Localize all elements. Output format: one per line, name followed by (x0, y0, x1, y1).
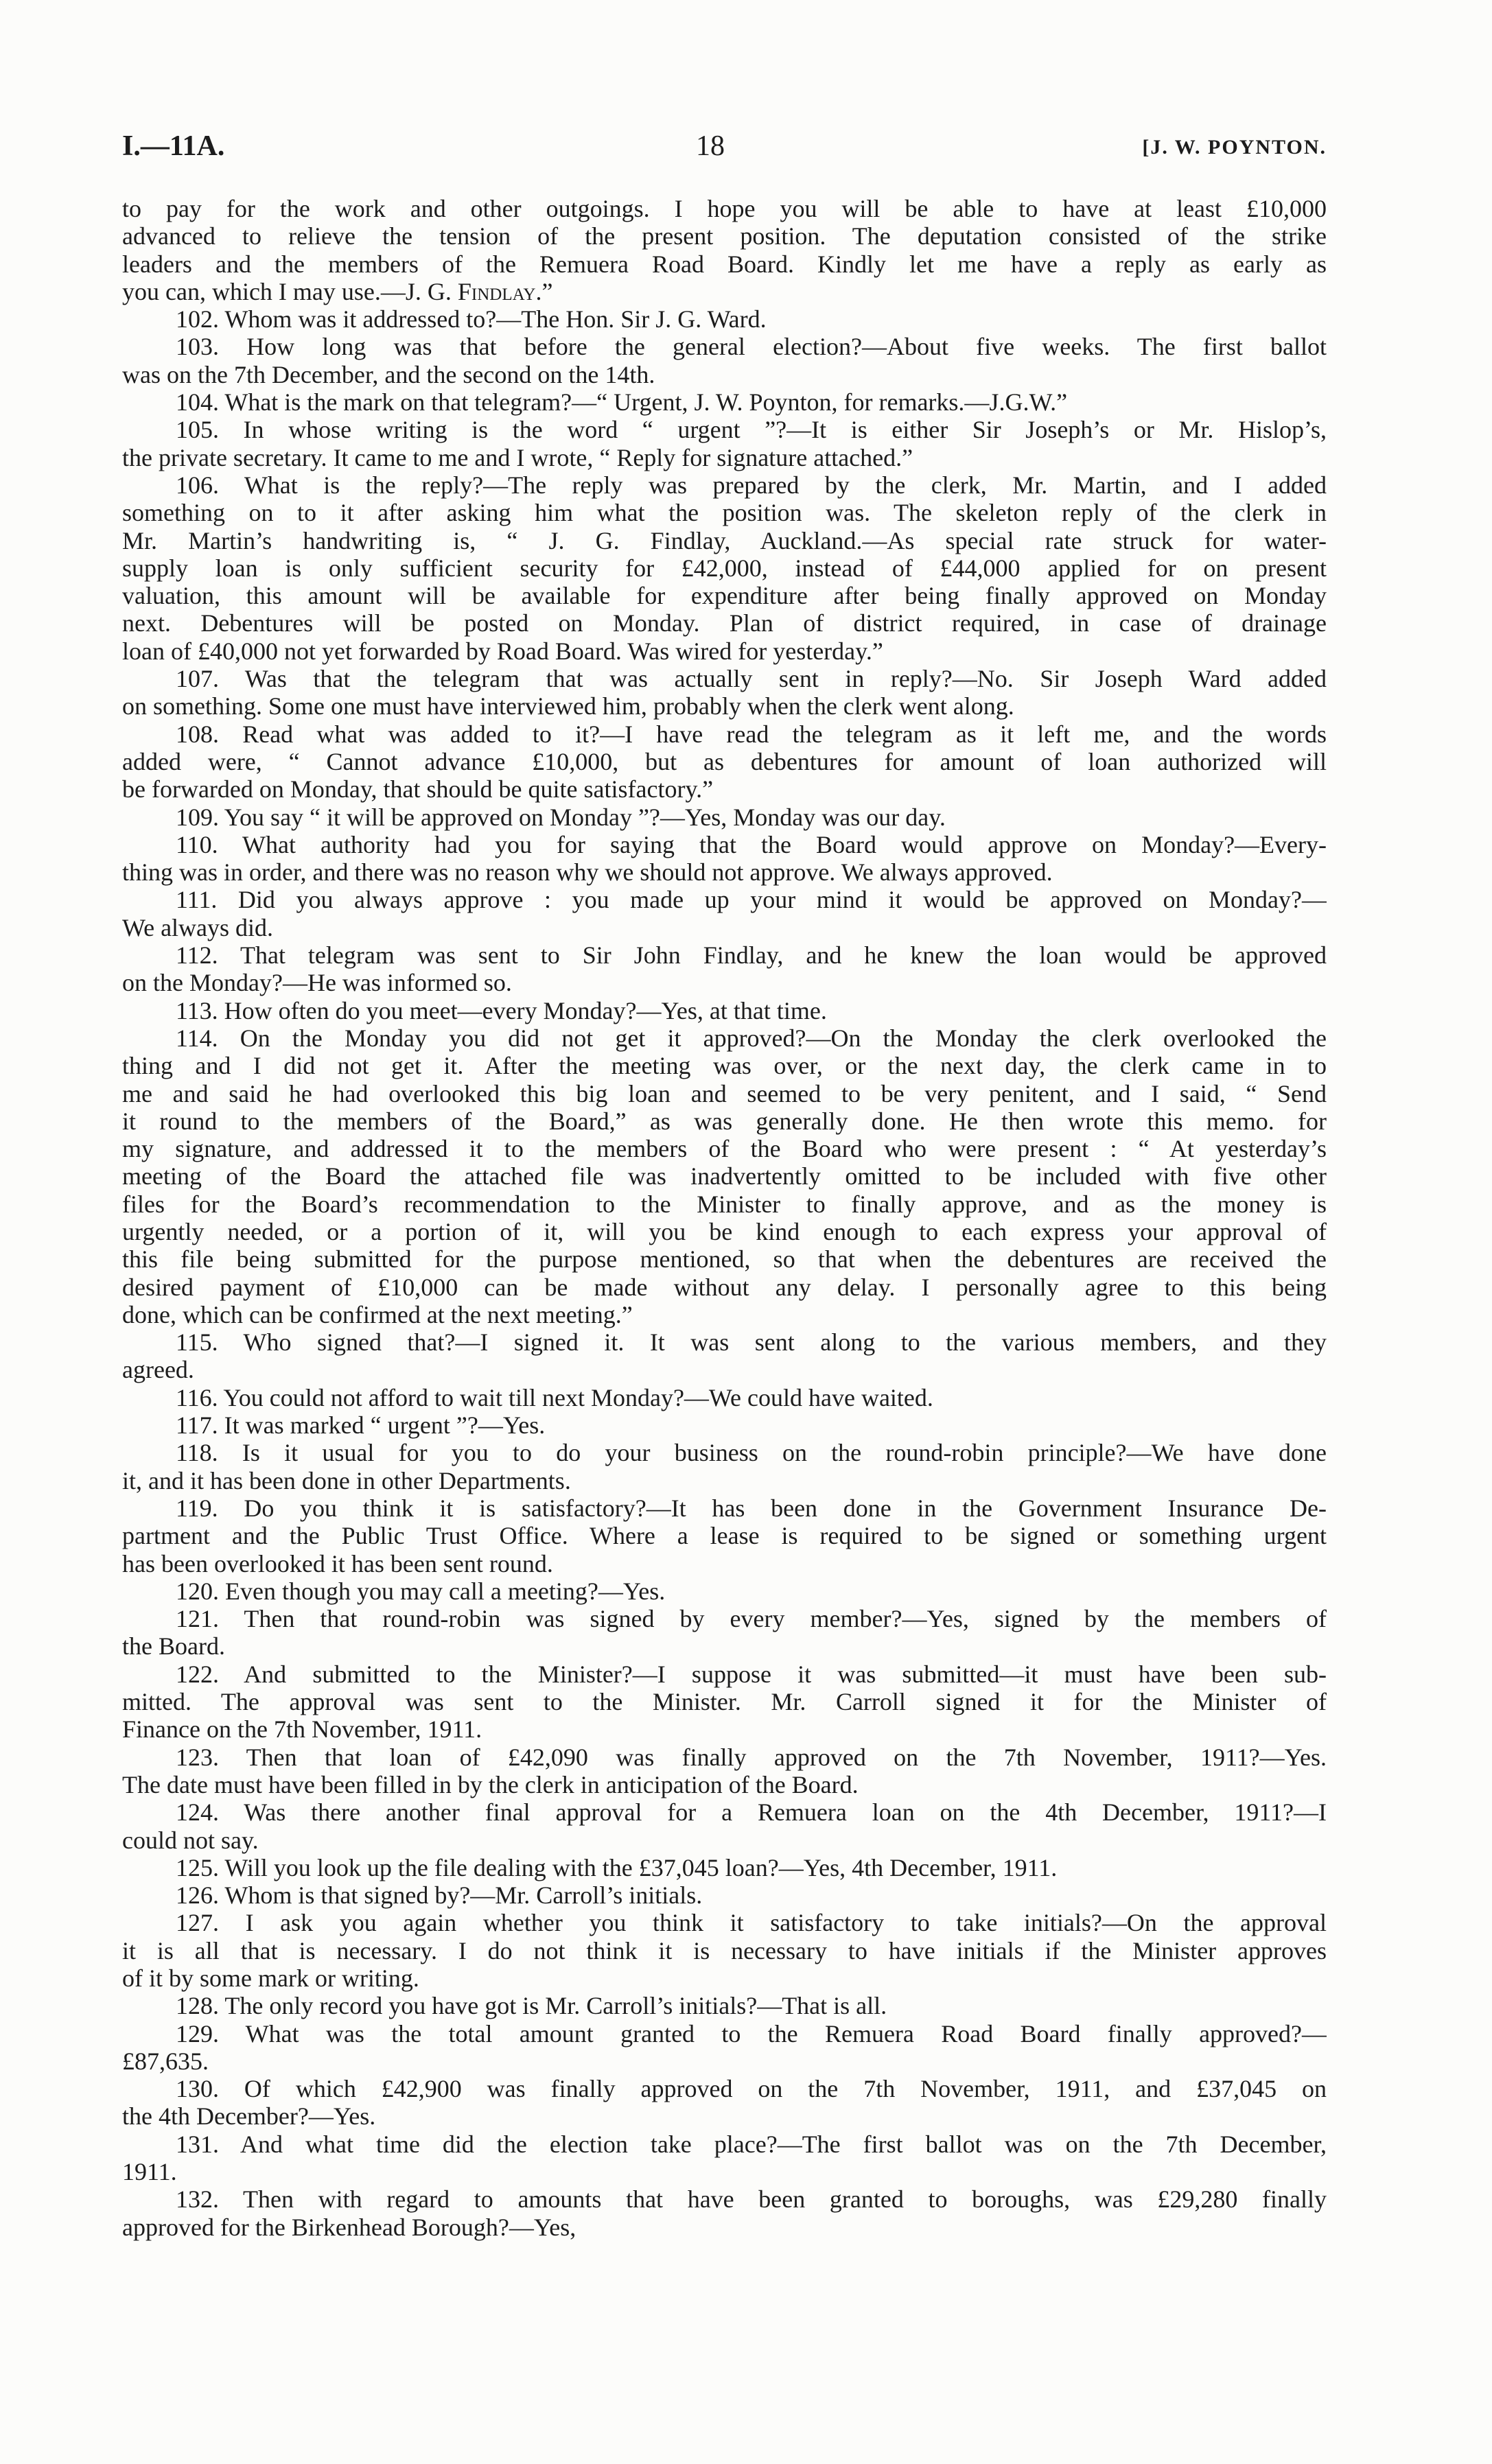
paragraph-103 (122, 333, 1327, 388)
text-line: The date must have been filled in by the clerk in anticipation of the Board. (122, 1770, 859, 1798)
text-line: 128. The only record you have got is Mr. Carroll’s initials?—That is all. (176, 1992, 887, 2020)
text-line: 110. What authority had you for saying that the Board would approve on Monday?—Every- (176, 830, 1327, 858)
text-line: 1911. (122, 2158, 177, 2186)
paragraph-122 (122, 1661, 1327, 1744)
text-line: 123. Then that loan of £42,090 was finally approved on the 7th November, 1911?—Yes. (176, 1743, 1327, 1771)
text-line: 127. I ask you again whether you think it satisfactory to take initials?—On the approval (176, 1909, 1327, 1937)
text-line: 105. In whose writing is the word “ urgent ”?—It is either Sir Joseph’s or Mr. Hislop’s, (176, 416, 1327, 444)
text-line: something on to it after asking him what the position was. The skeleton reply of the clerk in (122, 499, 1327, 527)
text-line: 104. What is the mark on that telegram?—“ Urgent, J. W. Poynton, for remarks.—J.G.W.” (176, 388, 1068, 416)
paragraph-104 (122, 388, 1327, 416)
text-line: advanced to relieve the tension of the present position. The deputation consisted of the strike (122, 222, 1327, 250)
text-line: 130. Of which £42,900 was finally approved on the 7th November, 1911, and £37,045 on (176, 2075, 1327, 2103)
paragraph-129 (122, 2020, 1327, 2076)
text-line: the private secretary. It came to me and I wrote, “ Reply for signature attached.” (122, 443, 913, 471)
text-line: added were, “ Cannot advance £10,000, but as debentures for amount of loan authorized will (122, 747, 1327, 775)
paragraph-116 (122, 1384, 1327, 1411)
text-line: 102. Whom was it addressed to?—The Hon. Sir J. G. Ward. (176, 305, 767, 333)
text-line: 117. It was marked “ urgent ”?—Yes. (176, 1411, 546, 1440)
text-line: 132. Then with regard to amounts that have been granted to boroughs, was £29,280 finally (176, 2185, 1327, 2214)
text-line: 125. Will you look up the file dealing with the £37,045 loan?—Yes, 4th December, 1911. (176, 1853, 1058, 1881)
text-line: 120. Even though you may call a meeting?—Yes. (176, 1577, 666, 1605)
text-line: was on the 7th December, and the second on the 14th. (122, 360, 655, 388)
text-line: 126. Whom is that signed by?—Mr. Carroll’s initials. (176, 1881, 703, 1910)
paragraph-131 (122, 2131, 1327, 2186)
paragraph-109 (122, 803, 1327, 831)
text-line: this file being submitted for the purpose mentioned, so that when the debentures are received the (122, 1245, 1327, 1274)
text-line: 116. You could not afford to wait till next Monday?—We could have waited. (176, 1383, 933, 1411)
text-line: 131. And what time did the election take place?—The first ballot was on the 7th December, (176, 2130, 1327, 2158)
text-line: it round to the members of the Board,” as was generally done. He then wrote this memo. for (122, 1107, 1327, 1135)
paragraph-124 (122, 1798, 1327, 1854)
text-line: 112. That telegram was sent to Sir John Findlay, and he knew the loan would be approved (176, 941, 1327, 970)
text-line: mitted. The approval was sent to the Minister. Mr. Carroll signed it for the Minister of (122, 1688, 1327, 1716)
paragraph-112 (122, 941, 1327, 997)
text-line: could not say. (122, 1826, 259, 1854)
text-line: thing and I did not get it. After the meeting was over, or the next day, the clerk came in to (122, 1052, 1327, 1080)
text-line: of it by some mark or writing. (122, 1964, 419, 1992)
text-line: 124. Was there another final approval for a Remuera loan on the 4th December, 1911?—I (176, 1798, 1327, 1827)
paragraph-119 (122, 1494, 1327, 1577)
text-line: files for the Board’s recommendation to the Minister to finally approve, and as the money is (122, 1190, 1327, 1218)
telegram-signature: Findlay (457, 277, 536, 305)
text-line: my signature, and addressed it to the members of the Board who were present : “ At yesterday’s (122, 1135, 1327, 1163)
text-line: me and said he had overlooked this big loan and seemed to be very penitent, and I said, “ Send (122, 1079, 1327, 1107)
text-line: 106. What is the reply?—The reply was prepared by the clerk, Mr. Martin, and I added (176, 471, 1327, 499)
text-line: loan of £40,000 not yet forwarded by Road Board. Was wired for yesterday.” (122, 637, 883, 665)
text-line: 107. Was that the telegram that was actually sent in reply?—No. Sir Joseph Ward added (176, 665, 1327, 693)
text-line: desired payment of £10,000 can be made without any delay. I personally agree to this being (122, 1273, 1327, 1301)
text-line: partment and the Public Trust Office. Where a lease is required to be signed or something urgent (122, 1522, 1327, 1550)
paragraph-102 (122, 305, 1327, 333)
paragraph-132 (122, 2185, 1327, 2241)
text-line: 115. Who signed that?—I signed it. It was sent along to the various members, and they (176, 1328, 1327, 1357)
paragraph-106 (122, 471, 1327, 665)
text-line: urgently needed, or a portion of it, will you be kind enough to each express your approval of (122, 1217, 1327, 1245)
closing-end: .” (535, 277, 553, 305)
text-line: on the Monday?—He was informed so. (122, 969, 512, 997)
page-header (122, 129, 1327, 163)
paragraph-123 (122, 1744, 1327, 1799)
body-text (122, 195, 1327, 2241)
text-line: it is all that is necessary. I do not think it is necessary to have initials if the Minister approves (122, 1936, 1327, 1964)
text-line: 103. How long was that before the general election?—About five weeks. The first ballot (176, 333, 1327, 361)
text-line: valuation, this amount will be available for expenditure after being finally approved on Monday (122, 582, 1327, 610)
closing-text: you can, which I may use.—J. G. (122, 277, 458, 305)
paragraph-128 (122, 1992, 1327, 2019)
paragraph-118 (122, 1439, 1327, 1494)
paragraph-120 (122, 1577, 1327, 1605)
paragraph-107 (122, 665, 1327, 720)
paragraph-126 (122, 1881, 1327, 1909)
text-line: thing was in order, and there was no reason why we should not approve. We always approved. (122, 858, 1053, 887)
text-line: 113. How often do you meet—every Monday?—Yes, at that time. (176, 996, 827, 1024)
text-line: 114. On the Monday you did not get it approved?—On the Monday the clerk overlooked the (176, 1024, 1327, 1052)
text-line: the 4th December?—Yes. (122, 2102, 376, 2131)
paragraph-114 (122, 1024, 1327, 1328)
text-line (122, 278, 1327, 305)
text-line: 109. You say “ it will be approved on Monday ”?—Yes, Monday was our day. (176, 803, 946, 831)
paragraph-111 (122, 886, 1327, 941)
text-line: 119. Do you think it is satisfactory?—It has been done in the Government Insurance De- (176, 1494, 1327, 1522)
text-line: supply loan is only sufficient security for £42,000, instead of £44,000 applied for on present (122, 554, 1327, 582)
text-line: We always did. (122, 913, 274, 941)
text-line: 122. And submitted to the Minister?—I suppose it was submitted—it must have been sub- (176, 1660, 1327, 1688)
paragraph-113 (122, 997, 1327, 1024)
text-line: £87,635. (122, 2047, 209, 2075)
text-line: 129. What was the total amount granted to the Remuera Road Board finally approved?— (176, 2019, 1327, 2048)
text-line: 108. Read what was added to it?—I have read the telegram as it left me, and the words (176, 720, 1327, 748)
text-line: be forwarded on Monday, that should be quite satisfactory.” (122, 775, 714, 803)
text-line: the Board. (122, 1632, 225, 1661)
paragraph-127 (122, 1909, 1327, 1992)
text-line: to pay for the work and other outgoings. I hope you will be able to have at least £10,000 (122, 195, 1327, 222)
text-line: done, which can be confirmed at the next meeting.” (122, 1300, 633, 1328)
text-line: 121. Then that round-robin was signed by every member?—Yes, signed by the members of (176, 1605, 1327, 1633)
text-line: agreed. (122, 1356, 194, 1384)
page-number: 18 (696, 130, 725, 162)
text-line: it, and it has been done in other Departments. (122, 1466, 571, 1494)
paragraph-105 (122, 416, 1327, 471)
paragraph-108 (122, 720, 1327, 803)
text-line: 111. Did you always approve : you made up your mind it would be approved on Monday?— (176, 886, 1327, 914)
paper-reference: I.—11A. (122, 130, 225, 162)
text-line: 118. Is it usual for you to do your business on the round-robin principle?—We have done (176, 1439, 1327, 1467)
paragraph-121 (122, 1605, 1327, 1661)
paragraph-115 (122, 1328, 1327, 1384)
text-line: Mr. Martin’s handwriting is, “ J. G. Findlay, Auckland.—As special rate struck for water- (122, 526, 1327, 554)
text-line: approved for the Birkenhead Borough?—Yes, (122, 2213, 576, 2241)
paragraph-117 (122, 1411, 1327, 1439)
text-line: has been overlooked it has been sent round. (122, 1549, 553, 1577)
text-line: Finance on the 7th November, 1911. (122, 1715, 482, 1744)
paragraph-continuation (122, 195, 1327, 305)
paragraph-130 (122, 2075, 1327, 2131)
paragraph-110 (122, 831, 1327, 887)
paragraph-125 (122, 1854, 1327, 1881)
text-line: next. Debentures will be posted on Monday. Plan of district required, in case of drainage (122, 609, 1327, 637)
text-line: on something. Some one must have interviewed him, probably when the clerk went along. (122, 692, 1014, 720)
text-line: meeting of the Board the attached file was inadvertently omitted to be included with five other (122, 1162, 1327, 1190)
text-line: leaders and the members of the Remuera Road Board. Kindly let me have a reply as early as (122, 250, 1327, 278)
witness-name: [J. W. POYNTON. (1142, 136, 1327, 159)
